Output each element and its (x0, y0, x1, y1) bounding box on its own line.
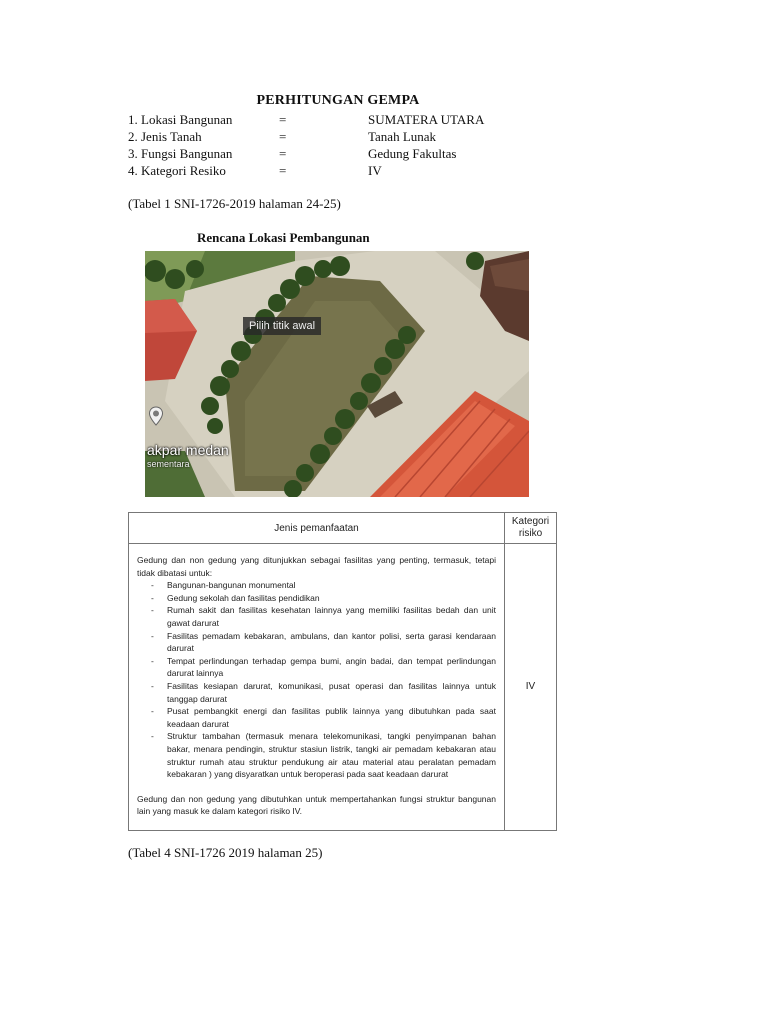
list-item-text: Fasilitas pemadam kebakaran, ambulans, dan kantor polisi, serta garasi kendaraan darurat (167, 630, 496, 654)
list-item (137, 705, 496, 730)
usage-description (129, 544, 505, 831)
usage-intro: Gedung dan non gedung yang ditunjukkan sebagai fasilitas yang penting, termasuk, tetapi tidak dibatasi untuk: (137, 555, 496, 578)
list-item (137, 630, 496, 655)
bullet-dash: - (151, 655, 154, 666)
bullet-dash: - (151, 592, 154, 603)
map-place-label: akpar medan (147, 442, 229, 458)
plan-title: Rencana Lokasi Pembangunan (197, 230, 370, 245)
bullet-dash: - (151, 630, 154, 641)
bullet-dash: - (151, 731, 154, 742)
bullet-dash: - (151, 680, 154, 691)
list-item (137, 579, 496, 592)
risk-category-value: IV (505, 544, 557, 831)
list-item-text: Bangunan-bangunan monumental (167, 580, 296, 591)
map-callout-tooltip: Pilih titik awal (243, 317, 321, 335)
bullet-dash: - (151, 605, 154, 616)
reference-table-4: (Tabel 4 SNI-1726 2019 halaman 25) (128, 845, 323, 860)
satellite-imagery (145, 251, 529, 497)
list-item-text: Fasilitas kesiapan darurat, komunikasi, pusat operasi dan fasilitas lainnya untuk tanggap darurat (167, 680, 496, 704)
site-satellite-image (145, 251, 529, 497)
list-item-text: Tempat perlindungan terhadap gempa bumi, angin badai, dan tempat perlindungan darurat lainnya (167, 655, 496, 679)
table-header-row (129, 513, 557, 544)
info-value: IV (368, 163, 382, 178)
list-item-text: Gedung sekolah dan fasilitas pendidikan (167, 592, 320, 603)
info-equals: = (279, 146, 287, 161)
info-equals: = (279, 163, 287, 178)
map-place-sublabel: sementara (147, 459, 190, 469)
list-item (137, 730, 496, 780)
info-equals: = (279, 112, 287, 127)
list-item (137, 655, 496, 680)
reference-table-1: (Tabel 1 SNI-1726-2019 halaman 24-25) (128, 196, 341, 211)
page-title: PERHITUNGAN GEMPA (256, 93, 420, 108)
header-risk-category (505, 513, 557, 544)
info-value: Tanah Lunak (368, 129, 437, 144)
bullet-dash: - (151, 706, 154, 717)
list-item (137, 680, 496, 705)
list-item-text: Pusat pembangkit energi dan fasilitas publik lainnya yang dibutuhkan pada saat keadaan darurat (167, 706, 496, 729)
bullet-dash: - (151, 580, 154, 591)
list-item (137, 592, 496, 605)
info-label: 4. Kategori Resiko (128, 163, 226, 178)
info-value: Gedung Fakultas (368, 146, 457, 161)
usage-closing: Gedung dan non gedung yang dibutuhkan untuk mempertahankan fungsi struktur bangunan lain yang masuk ke dalam kategori risiko IV. (137, 793, 496, 817)
info-label: 3. Fungsi Bangunan (128, 146, 233, 161)
usage-list (137, 579, 496, 781)
list-item (137, 604, 496, 629)
header-risk-line2: risiko (518, 528, 543, 539)
info-value: SUMATERA UTARA (368, 112, 485, 127)
list-item-text: Rumah sakit dan fasilitas kesehatan lainnya yang memiliki fasilitas bedah dan unit gawat darurat (167, 605, 496, 628)
header-risk-line1: Kategori (511, 516, 550, 527)
info-label: 1. Lokasi Bangunan (128, 112, 233, 127)
info-label: 2. Jenis Tanah (128, 129, 202, 144)
risk-category-table (128, 512, 557, 831)
header-usage-type: Jenis pemanfaatan (129, 513, 505, 544)
list-item-text: Struktur tambahan (termasuk menara telekomunikasi, tangki penyimpanan bahan bakar, menara pendingin, struktur stasiun listrik, tangki air pemadam kebakaran atau struktur rumah atau struktur pendukung air atau material atau peralatan pemadam kebakaran ) yang disyaratkan untuk beroperasi pada saat keadaan darurat (167, 731, 496, 780)
info-equals: = (279, 129, 287, 144)
table-row (129, 544, 557, 831)
map-pin-icon (148, 406, 164, 426)
